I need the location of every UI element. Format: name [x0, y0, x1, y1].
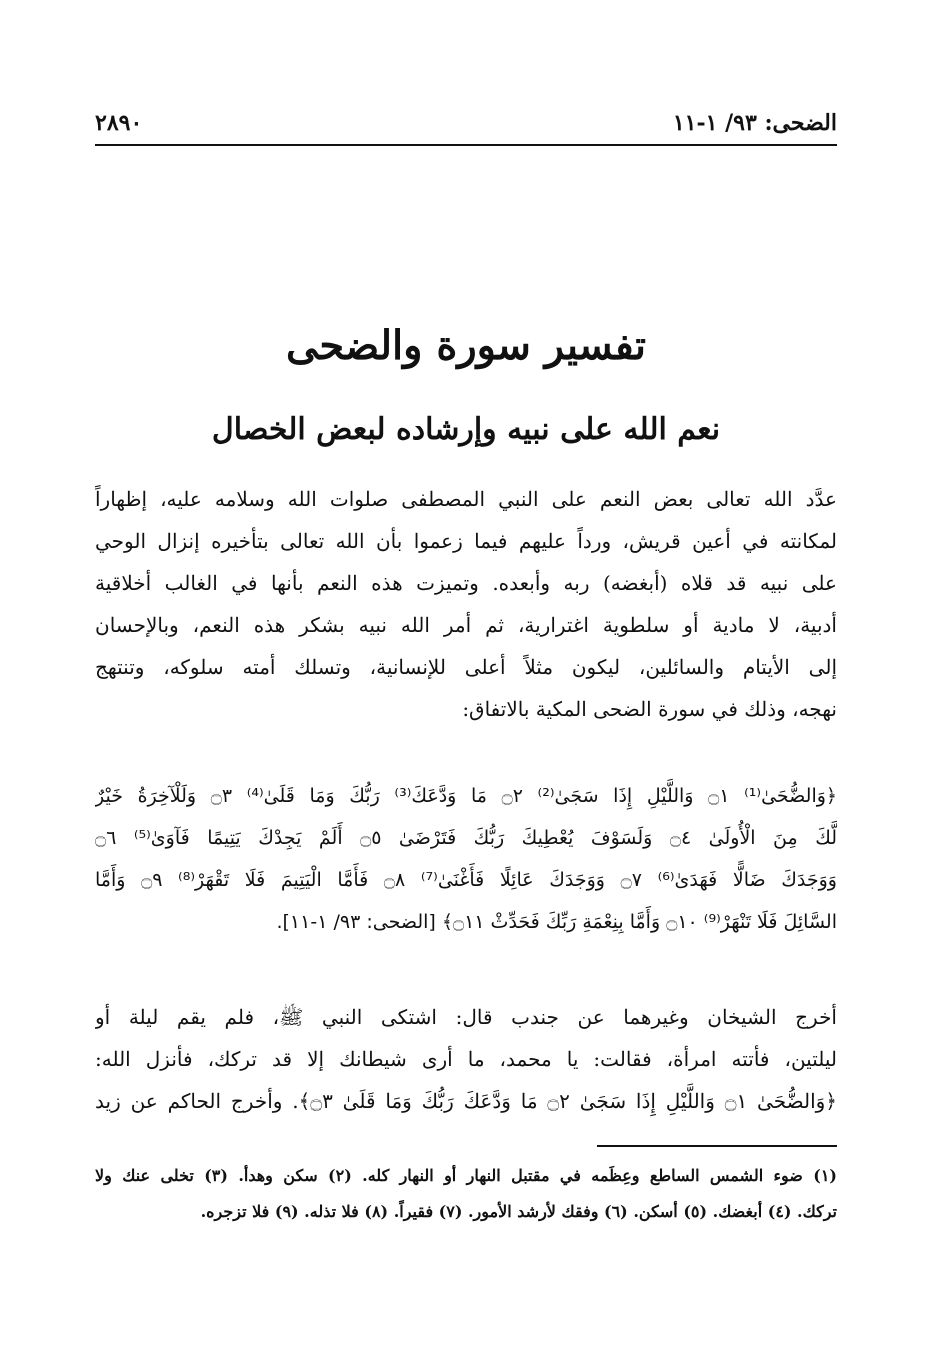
text-line: إلى الأيتام والسائلين، ليكون مثلاً أعلى للإنسانية، وتسلك أمته سلوكه، وتنتهج — [95, 655, 837, 679]
verse-line: لَّكَ مِنَ الْأُولَىٰ ۝٤ وَلَسَوْفَ يُعْطِيكَ رَبُّكَ فَتَرْضَىٰ ۝٥ أَلَمْ يَجِدْكَ يَتِيمًا فَآوَىٰ⁽⁵⁾ ۝٦ — [95, 827, 837, 849]
footnote-rule — [597, 1145, 837, 1147]
text-line: لمكانته في أعين قريش، ورداً عليهم فيما زعموا بأن الله تعالى بتأخيره إنزال الوحي — [95, 529, 837, 553]
footnotes — [95, 1158, 837, 1230]
header-rule — [95, 144, 837, 146]
text-line: عدَّد الله تعالى بعض النعم على النبي المصطفى صلوات الله وسلامه عليه، إظهاراً — [95, 487, 837, 511]
quran-verses — [95, 775, 837, 943]
verse-line: السَّائِلَ فَلَا تَنْهَرْ⁽⁹⁾ ۝١٠ وَأَمَّا بِنِعْمَةِ رَبِّكَ فَحَدِّثْ ۝١١﴾ [الضحى: ٩٣/ ١-١١]. — [276, 911, 837, 933]
surah-title: تفسير سورة والضحى — [286, 322, 646, 369]
text-line: ﴿وَالضُّحَىٰ ۝١ وَاللَّيْلِ إِذَا سَجَىٰ ۝٢ مَا وَدَّعَكَ رَبُّكَ وَمَا قَلَىٰ ۝٣﴾. وأخرج الحاكم عن زيد — [95, 1089, 837, 1113]
verse-line: ﴿وَالضُّحَىٰ⁽¹⁾ ۝١ وَاللَّيْلِ إِذَا سَجَىٰ⁽²⁾ ۝٢ مَا وَدَّعَكَ⁽³⁾ رَبُّكَ وَمَا قَلَىٰ⁽⁴⁾ ۝٣ وَلَلْآخِرَةُ خَيْرٌ — [95, 785, 837, 807]
intro-paragraph — [95, 478, 837, 730]
footnote-line: تركك. (٤) أبغضك. (٥) أسكن. (٦) وفقك لأرشد الأمور. (٧) فقيراً. (٨) فلا تذله. (٩) فلا تزجره. — [200, 1202, 837, 1221]
text-line: أدبية، لا مادية أو سلطوية اغترارية، ثم أمر الله نبيه بشكر هذه النعم، وبالإحسان — [95, 613, 837, 637]
verse-line: وَوَجَدَكَ ضَالًّا فَهَدَىٰ⁽⁶⁾ ۝٧ وَوَجَدَكَ عَائِلًا فَأَغْنَىٰ⁽⁷⁾ ۝٨ فَأَمَّا الْيَتِيمَ فَلَا تَقْهَرْ⁽⁸⁾ ۝٩ وَأَمَّا — [95, 869, 837, 891]
running-title: الضحى: ٩٣/ ١-١١ — [672, 110, 837, 136]
footnote-line: (١) ضوء الشمس الساطع وعِظَمه في مقتبل النهار أو النهار كله. (٢) سكن وهدأ. (٣) تخلى عنك ولا — [95, 1166, 837, 1185]
text-line: نهجه، وذلك في سورة الضحى المكية بالاتفاق: — [462, 697, 837, 721]
narration-paragraph — [95, 996, 837, 1122]
text-line: على نبيه قد قلاه (أبغضه) ربه وأبعده. وتميزت هذه النعم بأنها في الغالب أخلاقية — [95, 571, 837, 595]
running-header — [95, 108, 837, 144]
section-title: نعم الله على نبيه وإرشاده لبعض الخصال — [211, 412, 721, 447]
text-line: ليلتين، فأتته امرأة، فقالت: يا محمد، ما أرى شيطانك إلا قد تركك، فأنزل الله: — [95, 1047, 837, 1071]
text-line: أخرج الشيخان وغيرهما عن جندب قال: اشتكى النبي ﷺ، فلم يقم ليلة أو — [95, 1005, 837, 1029]
page-number: ٢٨٩٠ — [95, 110, 143, 136]
